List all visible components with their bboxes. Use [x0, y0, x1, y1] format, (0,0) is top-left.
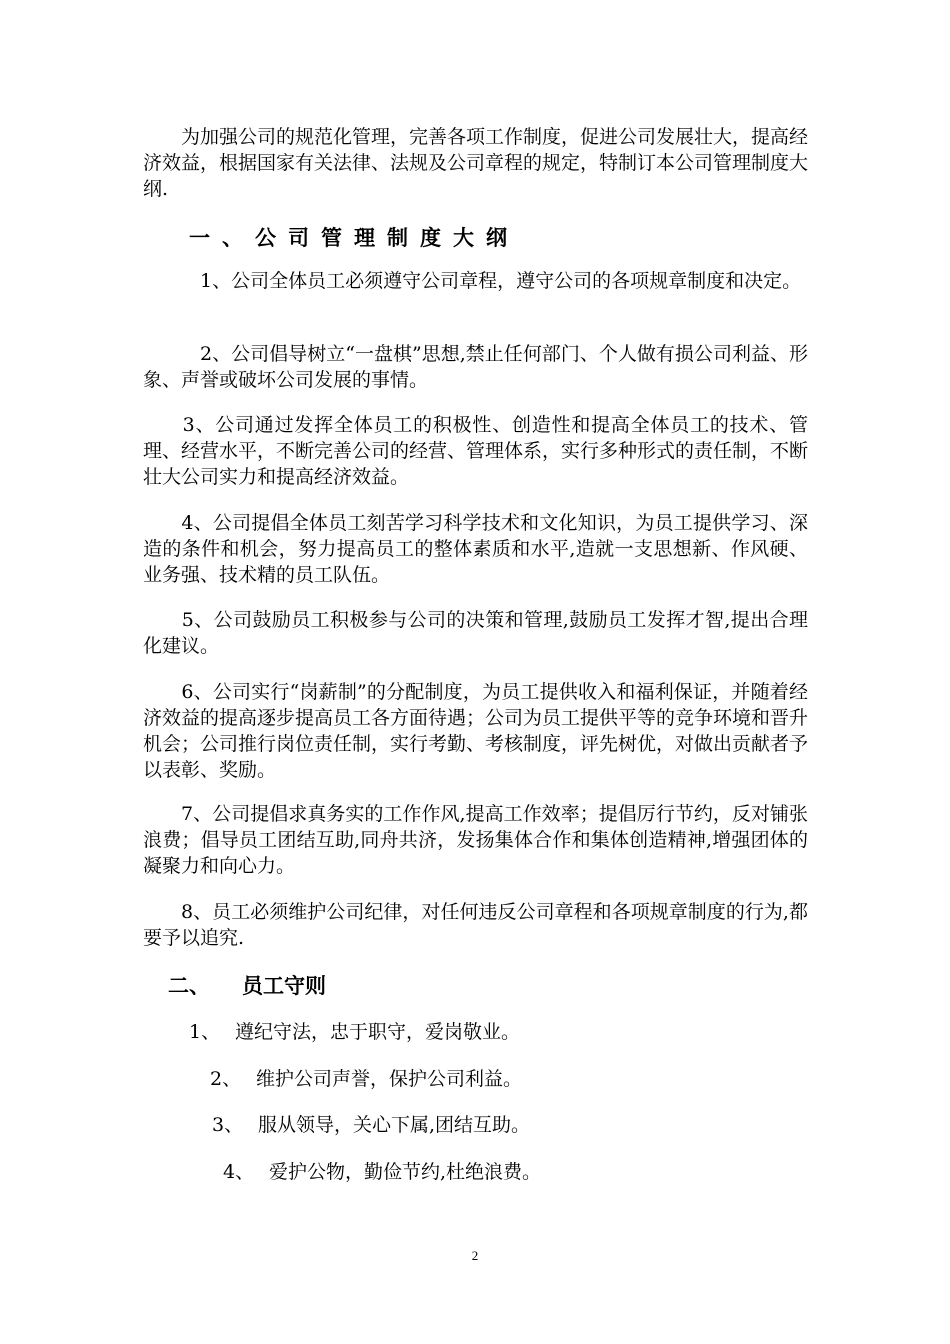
article-4: 4、公司提倡全体员工刻苦学习科学技术和文化知识，为员工提供学习、深造的条件和机会，努力提高员工的整体素质和水平,造就一支思想新、作风硬、业务强、技术精的员工队伍。 [143, 512, 808, 586]
article-6: 6、公司实行“岗薪制”的分配制度，为员工提供收入和福利保证，并随着经济效益的提高逐步提高员工各方面待遇；公司为员工提供平等的竞争环境和晋升机会；公司推行岗位责任制，实行考勤、考核制度，评先树优，对做出贡献者予以表彰、奖励。 [143, 681, 809, 781]
rule-2-text: 维护公司声誉，保护公司利益。 [256, 1068, 523, 1090]
article-8: 8、员工必须维护公司纪律，对任何违反公司章程和各项规章制度的行为,都要予以追究. [143, 901, 808, 949]
rule-1 [189, 1019, 520, 1045]
page-number: 2 [471, 1248, 479, 1263]
article-1: 1、公司全体员工必须遵守公司章程，遵守公司的各项规章制度和决定。 [143, 270, 802, 292]
article-5: 5、公司鼓励员工积极参与公司的决策和管理,鼓励员工发挥才智,提出合理化建议。 [143, 609, 808, 657]
article-2: 2、公司倡导树立“一盘棋”思想,禁止任何部门、个人做有损公司利益、形象、声誉或破坏公司发展的事情。 [143, 343, 808, 391]
section-1-heading: 一、公司管理制度大纲 [189, 225, 519, 250]
rule-1-text: 遵纪守法，忠于职守，爱岗敬业。 [235, 1021, 521, 1043]
article-3: 3、公司通过发挥全体员工的积极性、创造性和提高全体员工的技术、管理、经营水平，不断完善公司的经营、管理体系，实行多种形式的责任制，不断壮大公司实力和提高经济效益。 [143, 414, 809, 488]
rule-2-number: 2、 [210, 1068, 242, 1090]
rule-3 [212, 1112, 530, 1138]
section-2-heading [168, 970, 326, 1000]
rule-4 [223, 1159, 541, 1185]
rule-2 [210, 1066, 522, 1092]
rule-3-text: 服从领导，关心下属,团结互助。 [258, 1114, 531, 1136]
rule-4-number: 4、 [223, 1161, 255, 1183]
intro-paragraph: 为加强公司的规范化管理，完善各项工作制度，促进公司发展壮大，提高经济效益，根据国家有关法律、法规及公司章程的规定，特制订本公司管理制度大纲. [143, 126, 809, 200]
rule-4-text: 爱护公物，勤俭节约,杜绝浪费。 [269, 1161, 542, 1183]
section-2-title: 员工守则 [242, 973, 326, 998]
rule-1-number: 1、 [189, 1021, 221, 1043]
section-2-number: 二、 [168, 973, 210, 998]
rule-3-number: 3、 [212, 1114, 244, 1136]
article-7: 7、公司提倡求真务实的工作作风,提高工作效率；提倡厉行节约，反对铺张浪费；倡导员工团结互助,同舟共济，发扬集体合作和集体创造精神,增强团体的凝聚力和向心力。 [143, 803, 808, 877]
